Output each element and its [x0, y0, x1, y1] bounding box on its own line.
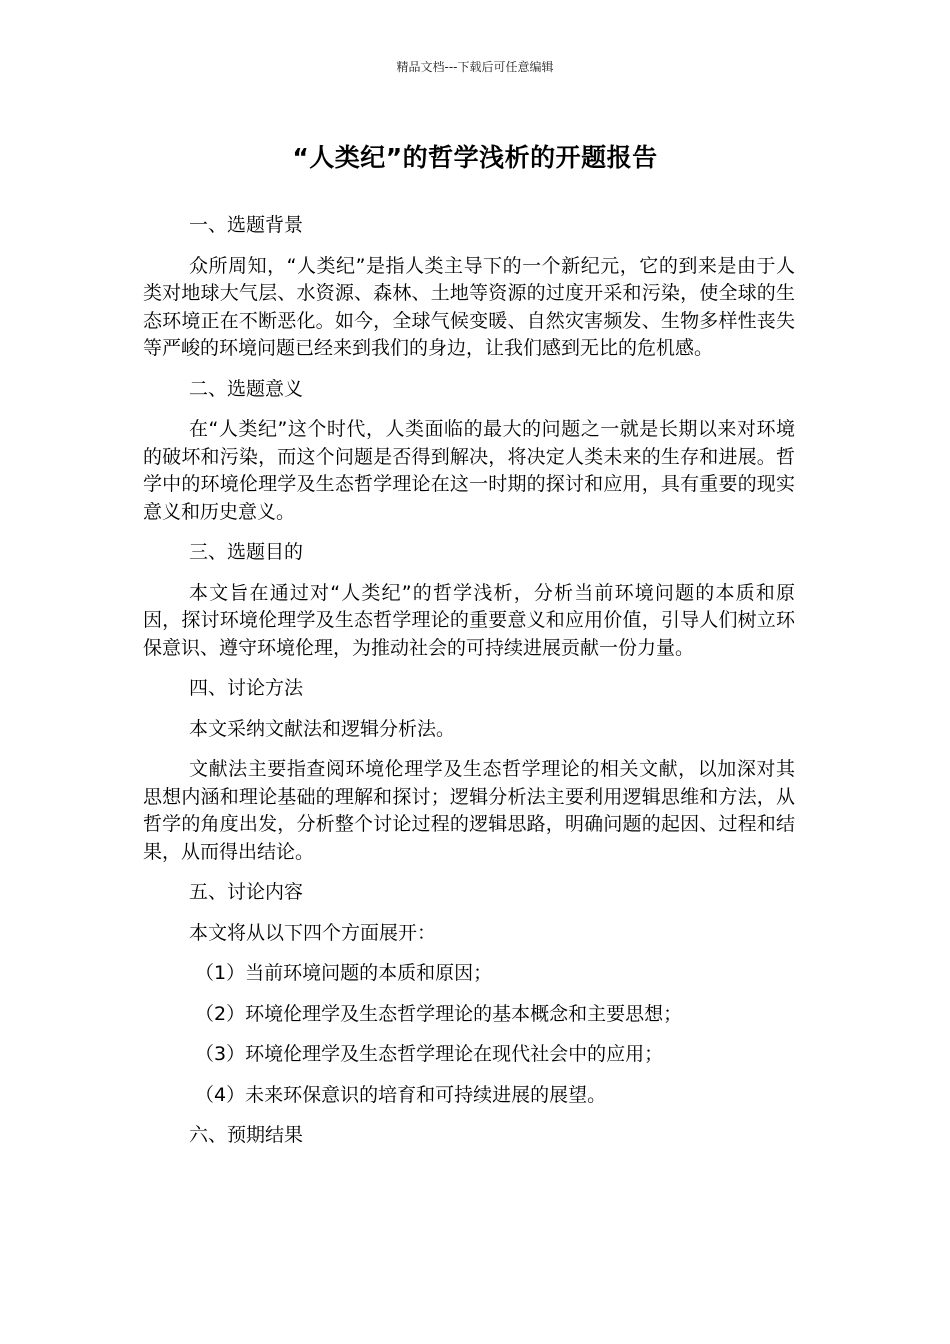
paragraph-content-intro: 本文将从以下四个方面展开： — [189, 921, 437, 944]
paragraph-methods-intro: 本文采纳文献法和逻辑分析法。 — [189, 717, 456, 740]
section-heading-purpose: 三、选题目的 — [189, 541, 304, 563]
paragraph-significance: 在“人类纪”这个时代，人类面临的最大的问题之一就是长期以来对环境的破坏和污染，而这个问题是否得到解决，将决定人类未来的生存和进展。哲学中的环境伦理学及生态哲学理论在这一时期的探讨和应用，具有重要的现实意义和历史意义。 — [143, 418, 795, 523]
paragraph-purpose: 本文旨在通过对“人类纪”的哲学浅析，分析当前环境问题的本质和原因，探讨环境伦理学及生态哲学理论的重要意义和应用价值，引导人们树立环保意识、遵守环境伦理，为推动社会的可持续进展贡献一份力量。 — [143, 581, 795, 659]
section-heading-methods: 四、讨论方法 — [189, 677, 304, 699]
list-item: （4）未来环保意识的培育和可持续进展的展望。 — [195, 1083, 607, 1106]
list-item: （3）环境伦理学及生态哲学理论在现代社会中的应用； — [195, 1043, 664, 1065]
section-heading-content: 五、讨论内容 — [189, 881, 304, 903]
list-item: （2）环境伦理学及生态哲学理论的基本概念和主要思想； — [195, 1002, 683, 1025]
section-heading-significance: 二、选题意义 — [189, 377, 304, 400]
paragraph-background: 众所周知，“人类纪”是指人类主导下的一个新纪元，它的到来是由于人类对地球大气层、水资源、森林、土地等资源的过度开采和污染，使全球的生态环境正在不断恶化。如今，全球气候变暖、自然灾害频发、生物多样性丧失等严峻的环境问题已经来到我们的身边，让我们感到无比的危机感。 — [143, 254, 795, 359]
paragraph-methods-detail: 文献法主要指查阅环境伦理学及生态哲学理论的相关文献，以加深对其思想内涵和理论基础的理解和探讨；逻辑分析法主要利用逻辑思维和方法，从哲学的角度出发，分析整个讨论过程的逻辑思路，明确问题的起因、过程和结果，从而得出结论。 — [143, 758, 795, 863]
section-heading-expected-results: 六、预期结果 — [189, 1124, 304, 1146]
page-header: 精品文档---下载后可任意编辑 — [396, 60, 554, 74]
document-title: “人类纪”的哲学浅析的开题报告 — [292, 143, 658, 172]
section-heading-background: 一、选题背景 — [189, 214, 304, 236]
list-item: （1）当前环境问题的本质和原因； — [195, 962, 493, 984]
document-body — [143, 212, 795, 1163]
